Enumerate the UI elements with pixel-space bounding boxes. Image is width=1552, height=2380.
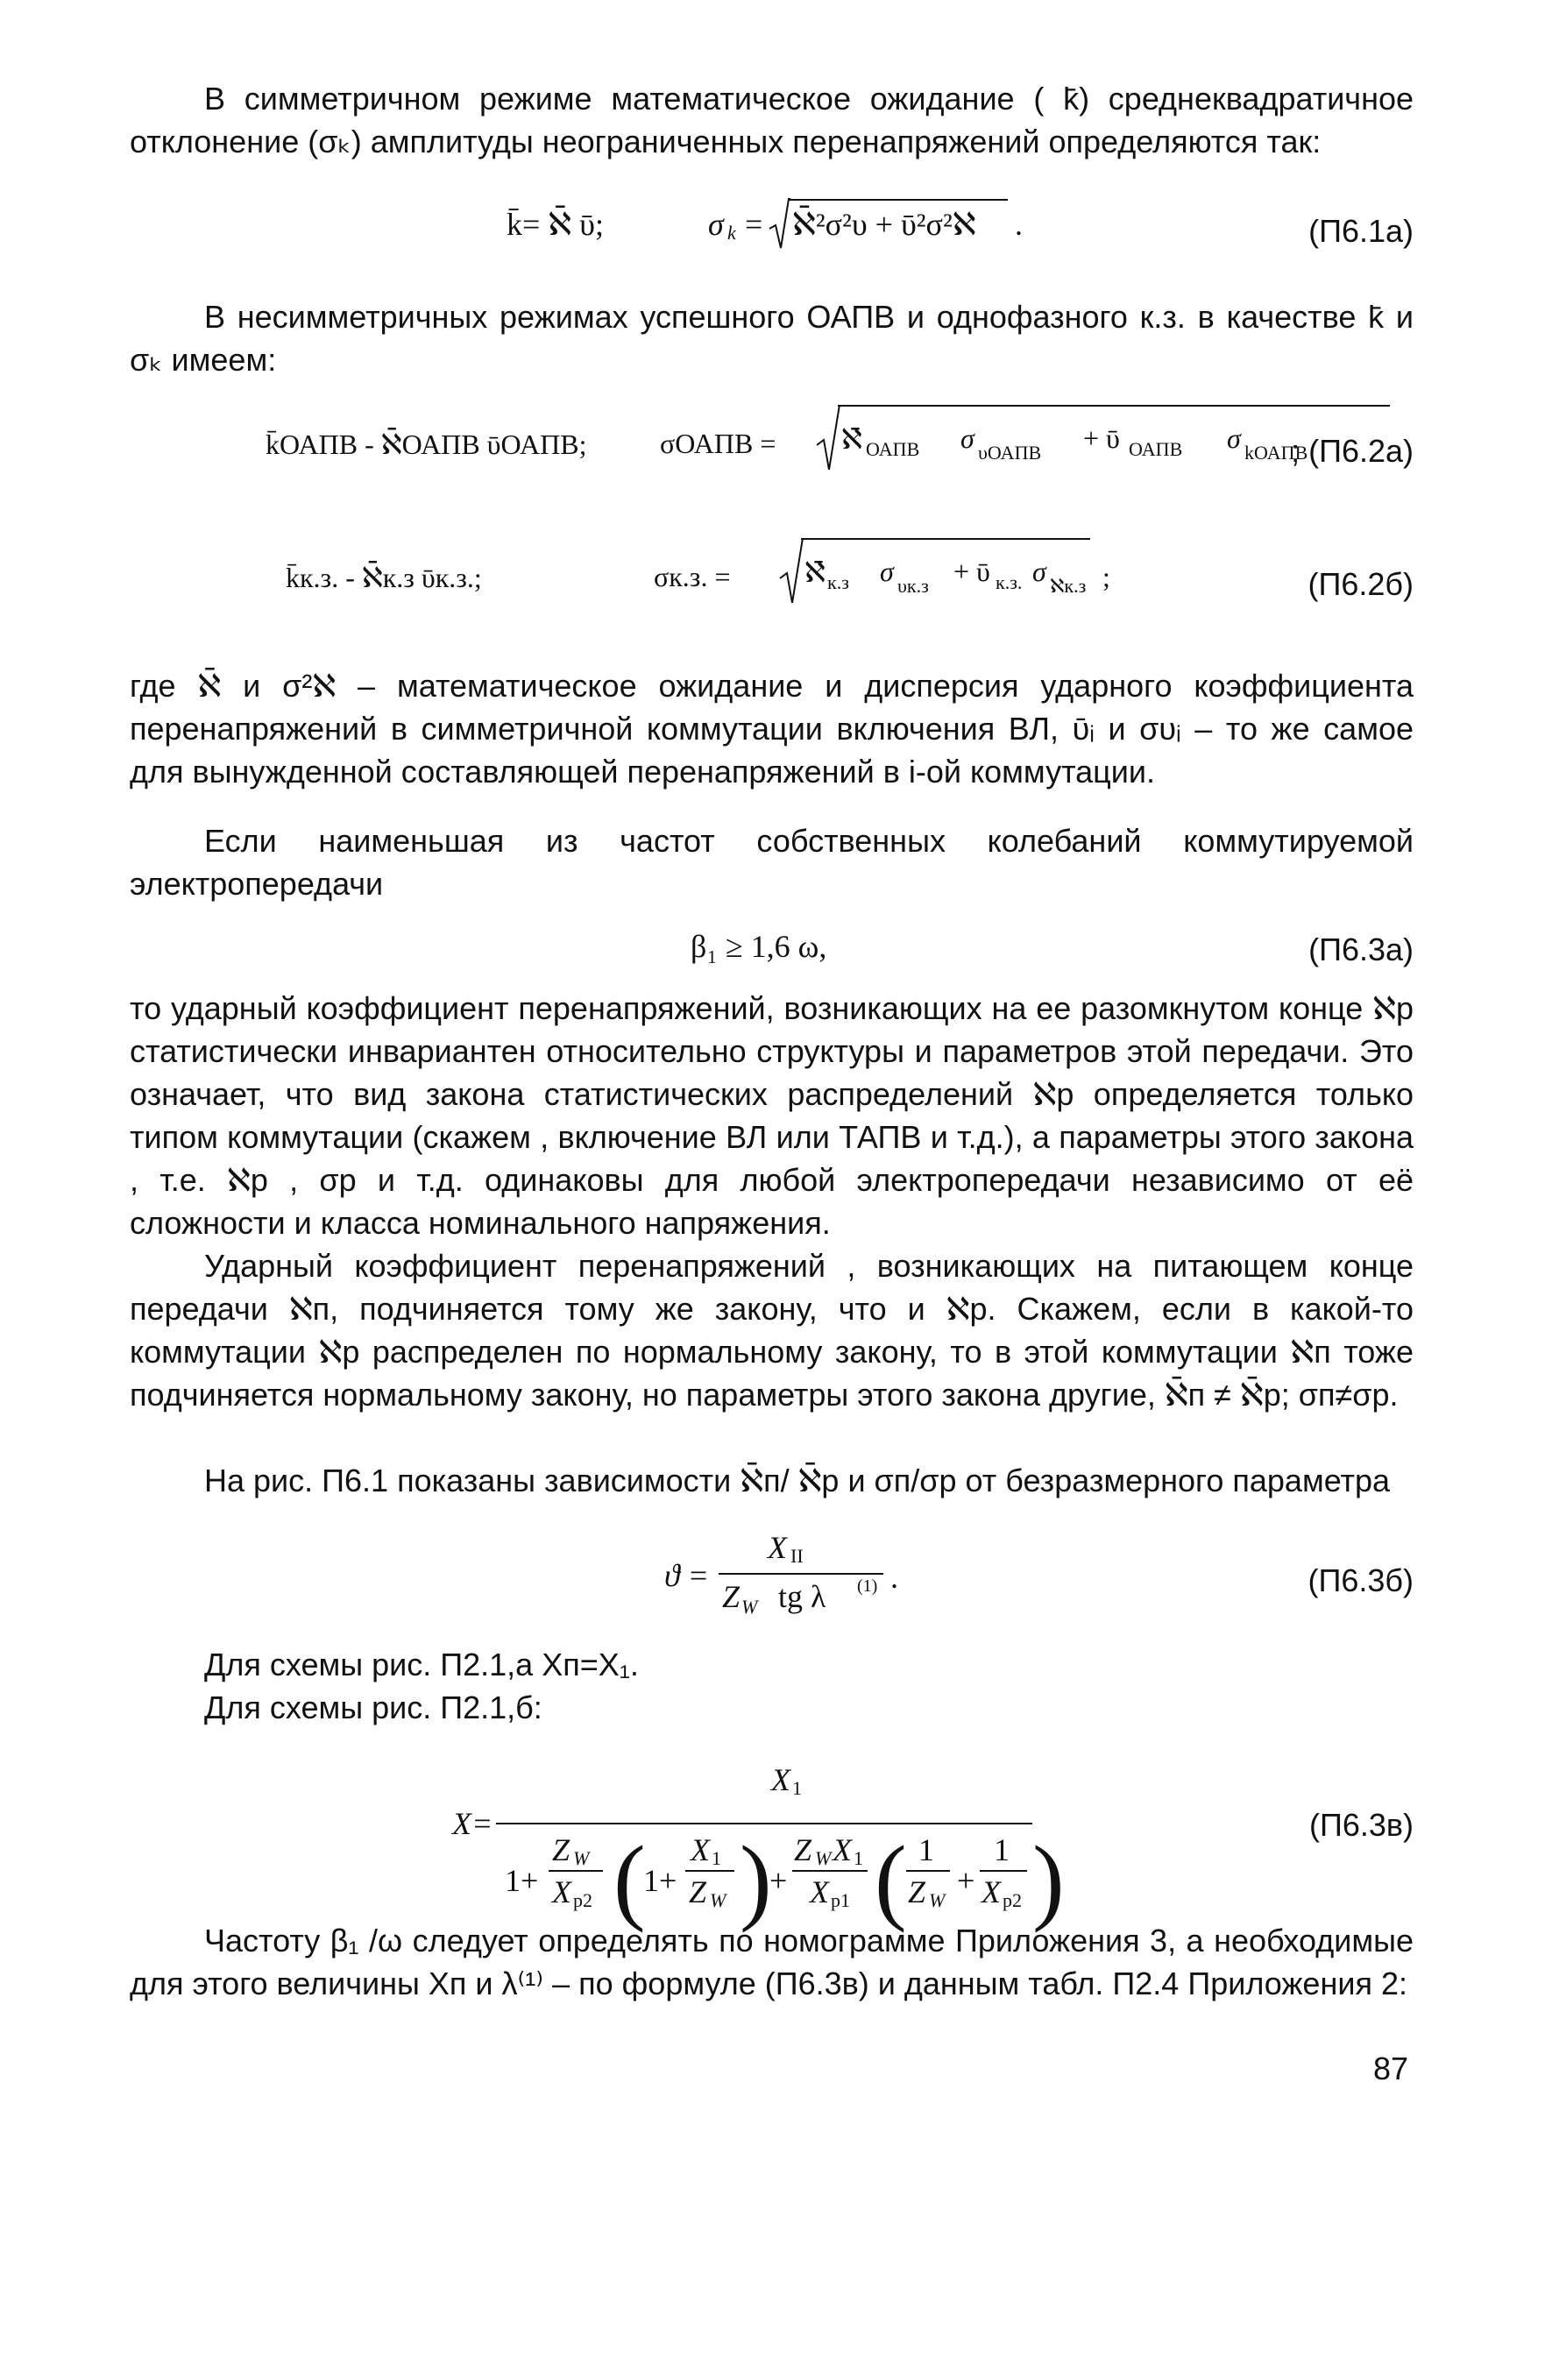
fraction-bar: [719, 1573, 883, 1575]
eq-subscript: W: [710, 1889, 726, 1911]
eq-term: + ῡ: [953, 556, 990, 587]
eq-subscript: W: [741, 1596, 758, 1618]
equation-p6-3b: [130, 1529, 1414, 1626]
paragraph-8: Частоту β₁ /ω следует определять по номограмме Приложения 3, а необходимые для этого величины Xп и λ⁽¹⁾ – по формуле (П6.3в) и данным табл. П2.4 Приложения 2:: [130, 1923, 1414, 2001]
radical-bar: [801, 538, 1090, 540]
equation-p6-1a: k̄= ℵ̄ ῡ; σ k = ℵ̄²σ²υ + ῡ²σ²ℵ . (П6.1а): [130, 197, 1414, 259]
eq-subscript: kОАПВ: [1244, 442, 1308, 464]
equation-p6-2a: [130, 403, 1414, 473]
eq-subscript: W: [573, 1847, 590, 1869]
equation-label: (П6.3б): [1308, 1562, 1414, 1598]
equation-label: (П6.3в): [1308, 1807, 1414, 1843]
sqrt-icon: [778, 536, 804, 606]
eq-subscript: II: [790, 1545, 804, 1567]
radical-bar: [789, 199, 1008, 201]
eq-term: Z: [689, 1874, 707, 1909]
eq-term: 1: [994, 1832, 1010, 1867]
eq-term: σ: [1227, 422, 1241, 454]
eq-subscript: p1: [831, 1889, 850, 1911]
paren-left-icon: (: [875, 1826, 907, 1933]
eq-term: ϑ =: [664, 1558, 709, 1593]
radical-bar: [838, 405, 1390, 407]
paragraph-7: На рис. П6.1 показаны зависимости ℵ̄п/ ℵ̄р и σп/σр от безразмерного параметра: [204, 1463, 1391, 1498]
page-number: 87: [1373, 2051, 1409, 2086]
eq-term: X: [771, 1762, 790, 1797]
paragraph-4: Если наименьшая из частот собственных колебаний коммутируемой электропередачи: [130, 823, 1414, 902]
line-scheme-b: Для схемы рис. П2.1,б:: [204, 1689, 542, 1725]
eq-tail: .: [1015, 207, 1023, 242]
eq-term: k̄= ℵ̄ ῡ;: [507, 207, 604, 242]
eq-term: k̄к.з. - ℵ̄к.з ῡк.з.;: [286, 562, 482, 593]
eq-term: Z: [722, 1579, 741, 1614]
eq-term: X: [768, 1530, 787, 1565]
eq-term: Z: [552, 1832, 570, 1867]
paren-left-icon: (: [613, 1826, 646, 1933]
eq-subscript: υОАПВ: [978, 442, 1042, 464]
paragraph-5: то ударный коэффициент перенапряжений, возникающих на ее разомкнутом конце ℵр статистически инвариантен относительно структуры и параметров этой передачи. Это означает, что вид закона статистических распределений ℵр определяется только типом коммутации (скажем , включение ВЛ или ТАПВ и т.д.), а параметры этого закона , т.е. ℵр , σр и т.д. одинаковы для любой электропередачи независимо от её сложности и класса номинального напряжения.: [130, 990, 1414, 1241]
eq-tail: .: [890, 1560, 898, 1595]
eq-tail: ;: [1102, 561, 1110, 592]
eq-term: σ: [708, 207, 724, 242]
eq-term: 1+: [505, 1863, 539, 1898]
eq-subscript: к.з: [827, 571, 849, 593]
eq-term: +: [957, 1863, 975, 1898]
paren-right-icon: ): [1032, 1826, 1065, 1933]
eq-subscript: ОАПВ: [1129, 438, 1183, 460]
eq-term: X: [833, 1832, 852, 1867]
sqrt-icon: [768, 197, 790, 251]
paragraph-6: Ударный коэффициент перенапряжений , возникающих на питающем конце передачи ℵп, подчиняется тому же закону, что и ℵр. Скажем, если в какой-то коммутации ℵр распределен по нормальному закону, то в этой коммутации ℵп тоже подчиняется нормальному закону, но параметры этого закона другие, ℵ̄п ≠ ℵ̄р; σп≠σр.: [130, 1248, 1414, 1413]
fraction-bar: [906, 1870, 950, 1872]
eq-term: ℵ̄: [804, 556, 826, 588]
fraction-bar: [549, 1870, 603, 1872]
eq-term: σк.з. =: [654, 561, 731, 592]
paragraph-1: В симметричном режиме математическое ожидание ( k̄) среднеквадратичное отклонение (σₖ) амплитуды неограниченных перенапряжений определяются так:: [130, 81, 1414, 159]
eq-term: + ῡ: [1083, 422, 1120, 454]
eq-term: 1: [918, 1832, 934, 1867]
eq-term: X=: [452, 1806, 493, 1841]
eq-term: X: [810, 1874, 829, 1909]
eq-term: β₁ ≥ 1,6 ω,: [691, 929, 827, 964]
eq-subscript: ОАПВ: [866, 438, 920, 460]
eq-term: σОАПВ =: [660, 428, 776, 459]
eq-term: ℵ̄: [841, 423, 862, 455]
eq-term: Z: [794, 1832, 812, 1867]
eq-subscript: W: [929, 1889, 946, 1911]
paragraph-2: В несимметричных режимах успешного ОАПВ и однофазного к.з. в качестве k̄ и σₖ имеем:: [130, 299, 1414, 378]
eq-term: Z: [908, 1874, 926, 1909]
equation-label: (П6.3а): [1308, 931, 1414, 967]
fraction-bar: [980, 1870, 1027, 1872]
eq-subscript: p2: [1003, 1889, 1022, 1911]
eq-term: k̄ОАПВ - ℵ̄ОАПВ ῡОАПВ;: [266, 429, 587, 460]
eq-subscript: 1: [854, 1847, 863, 1869]
sqrt-icon: [815, 403, 841, 473]
equation-label: ; (П6.2а): [1291, 433, 1414, 469]
equation-p6-3v: [130, 1761, 1414, 1933]
equation-label: (П6.1а): [1308, 213, 1414, 249]
paragraph-3: где ℵ̄ и σ²ℵ – математическое ожидание и дисперсия ударного коэффициента перенапряжений в симметричной коммутации включения ВЛ, ῡᵢ и συᵢ – то же самое для вынужденной составляющей перенапряжений в i-ой коммутации.: [130, 668, 1414, 790]
eq-subscript: p2: [573, 1889, 592, 1911]
eq-term: 1+: [643, 1863, 677, 1898]
eq-superscript: (1): [857, 1576, 878, 1596]
eq-term: X: [982, 1874, 1001, 1909]
eq-term: X: [691, 1832, 710, 1867]
eq-subscript: W: [815, 1847, 832, 1869]
eq-term: σ: [880, 556, 894, 587]
eq-term: σ: [1032, 556, 1046, 587]
line-scheme-a: Для схемы рис. П2.1,а Xп=X₁.: [204, 1647, 639, 1682]
eq-radicand: ℵ̄²σ²υ + ῡ²σ²ℵ: [792, 207, 976, 242]
eq-term: X: [552, 1874, 571, 1909]
eq-subscript: 1: [792, 1777, 802, 1799]
fraction-bar: [792, 1870, 868, 1872]
eq-subscript: υк.з: [897, 575, 929, 597]
eq-subscript: ℵк.з: [1050, 575, 1087, 597]
equation-label: (П6.2б): [1308, 566, 1414, 602]
fraction-bar: [685, 1870, 734, 1872]
equation-p6-3a: [130, 924, 1414, 973]
eq-term: +: [769, 1863, 788, 1898]
equation-p6-2b: [130, 536, 1414, 606]
eq-subscript: k: [727, 222, 736, 244]
paren-right-icon: ): [740, 1826, 772, 1933]
eq-term: tg λ: [778, 1579, 826, 1614]
fraction-bar: [496, 1823, 1032, 1824]
eq-subscript: 1: [712, 1847, 721, 1869]
eq-term: σ: [960, 422, 974, 454]
eq-subscript: к.з.: [996, 571, 1023, 593]
